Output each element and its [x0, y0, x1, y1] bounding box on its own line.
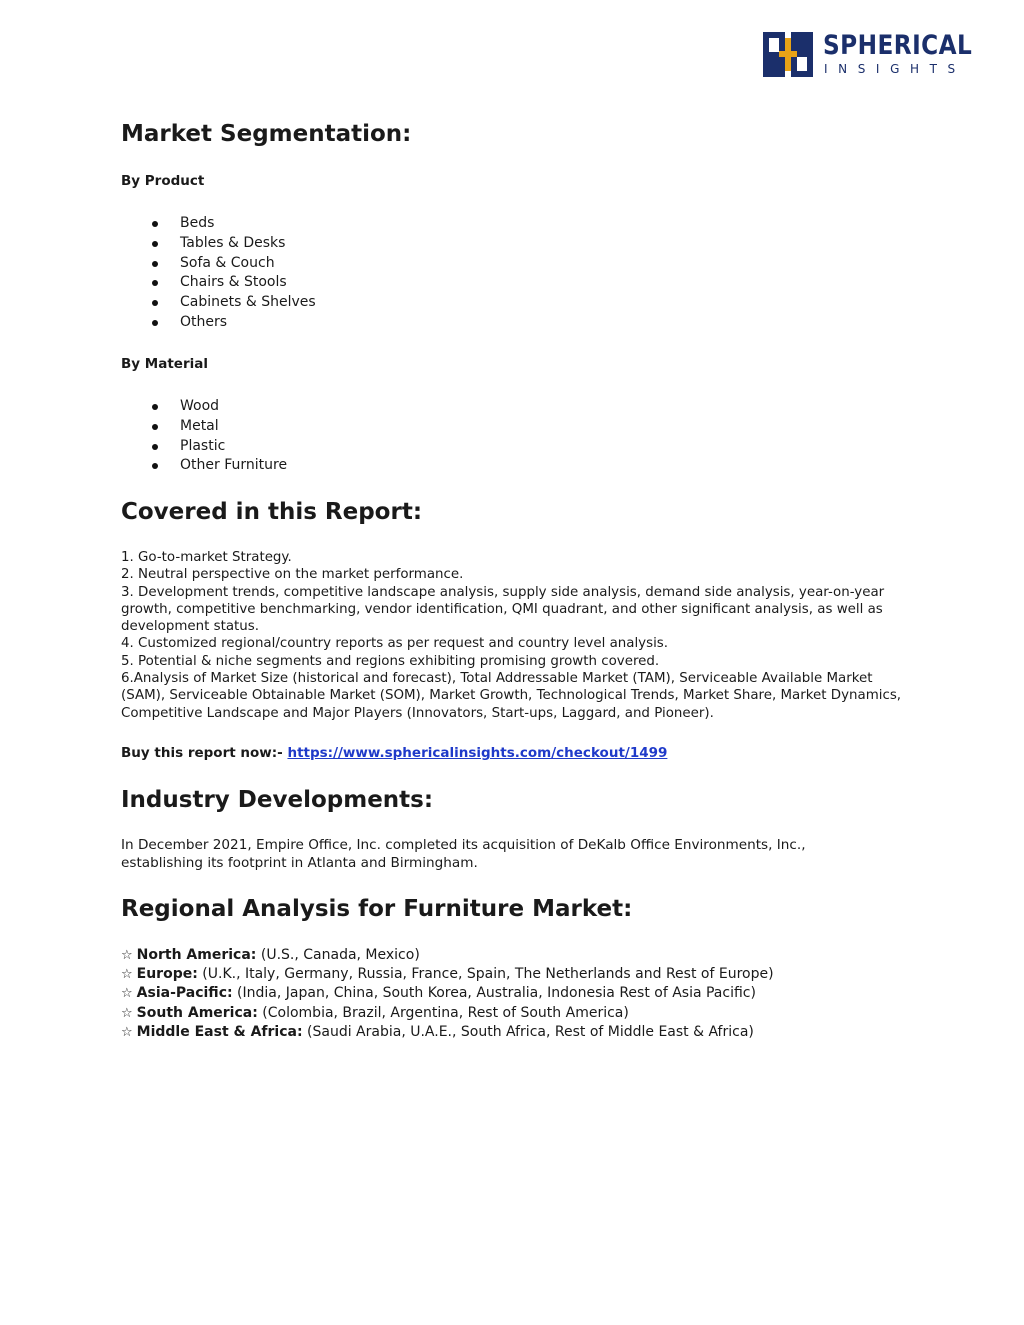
list-item: 2. Neutral perspective on the market performance.	[121, 567, 464, 583]
buy-report-label: Buy this report now:-	[121, 745, 283, 761]
star-icon: ☆	[121, 1024, 133, 1040]
bullet-icon	[152, 300, 158, 306]
list-item: Plastic	[121, 437, 287, 457]
industry-developments-heading: Industry Developments:	[121, 787, 434, 813]
by-material-list	[121, 397, 287, 476]
list-item: Sofa & Couch	[121, 254, 316, 274]
star-icon: ☆	[121, 986, 133, 1002]
region-name: Asia-Pacific:	[136, 985, 233, 1002]
covered-list	[121, 549, 911, 722]
region-item	[121, 965, 774, 984]
region-name: Middle East & Africa:	[136, 1023, 303, 1040]
region-item	[121, 1023, 774, 1042]
market-segmentation-heading: Market Segmentation:	[121, 121, 412, 147]
checkout-link[interactable]: https://www.sphericalinsights.com/checkout/1499	[287, 745, 668, 761]
bullet-icon	[152, 221, 158, 227]
region-detail: (U.K., Italy, Germany, Russia, France, Spain, The Netherlands and Rest of Europe)	[202, 966, 774, 983]
region-name: North America:	[136, 947, 257, 963]
industry-developments-text: In December 2021, Empire Office, Inc. completed its acquisition of DeKalb Office Environments, Inc., establishing its footprint in Atlanta and Birmingham.	[121, 837, 806, 871]
list-item: 1. Go-to-market Strategy.	[121, 550, 292, 565]
list-item: Other Furniture	[121, 456, 287, 476]
region-item	[121, 1004, 774, 1023]
list-item: Wood	[121, 397, 287, 417]
logo-subtitle: INSIGHTS	[824, 62, 966, 76]
covered-report-heading: Covered in this Report:	[121, 499, 423, 525]
list-item: Tables & Desks	[121, 234, 316, 254]
list-item: 4. Customized regional/country reports as per request and country level analysis.	[121, 636, 669, 652]
bullet-icon	[152, 463, 158, 469]
star-icon: ☆	[121, 967, 133, 983]
list-item: Others	[121, 313, 316, 333]
region-detail: (U.S., Canada, Mexico)	[260, 947, 420, 963]
bullet-icon	[152, 241, 158, 247]
list-item: Cabinets & Shelves	[121, 293, 316, 313]
by-product-label: By Product	[121, 173, 205, 189]
region-detail: (Colombia, Brazil, Argentina, Rest of South America)	[262, 1004, 629, 1021]
regional-analysis-heading: Regional Analysis for Furniture Market:	[121, 896, 633, 922]
bullet-icon	[152, 261, 158, 267]
star-icon: ☆	[121, 948, 133, 963]
buy-report-line	[121, 745, 667, 761]
region-name: Europe:	[136, 966, 198, 983]
region-item	[121, 984, 774, 1003]
bullet-icon	[152, 444, 158, 450]
region-detail: (Saudi Arabia, U.A.E., South Africa, Rest of Middle East & Africa)	[307, 1023, 754, 1040]
bullet-icon	[152, 404, 158, 410]
region-detail: (India, Japan, China, South Korea, Australia, Indonesia Rest of Asia Pacific)	[237, 985, 756, 1002]
list-item: 6.Analysis of Market Size (historical and forecast), Total Addressable Market (TAM), Serviceable Available Market (SAM), Serviceable Obtainable Market (SOM), Market Growth, Technological Trends, Market Share, Market Dynamics, Competitive Landscape and Major Players (Innovators, Start-ups, Laggard, and Pioneer).	[121, 671, 902, 721]
star-icon: ☆	[121, 1005, 133, 1021]
region-name: South America:	[136, 1004, 258, 1021]
regions-list	[121, 946, 774, 1042]
region-item	[121, 946, 774, 965]
list-item: Chairs & Stools	[121, 273, 316, 293]
bullet-icon	[152, 424, 158, 430]
company-logo	[763, 30, 975, 80]
by-material-label: By Material	[121, 356, 208, 372]
by-product-list	[121, 214, 316, 333]
bullet-icon	[152, 280, 158, 286]
logo-title: SPHERICAL	[823, 30, 973, 61]
list-item: Beds	[121, 214, 316, 234]
list-item: Metal	[121, 417, 287, 437]
list-item: 5. Potential & niche segments and regions exhibiting promising growth covered.	[121, 653, 660, 669]
bullet-icon	[152, 320, 158, 326]
list-item: 3. Development trends, competitive landscape analysis, supply side analysis, demand side analysis, year-on-year growth, competitive benchmarking, vendor identification, QMI quadrant, and other significant analysis, as well as development status.	[121, 584, 885, 635]
spherical-insights-logo-icon	[763, 32, 813, 77]
